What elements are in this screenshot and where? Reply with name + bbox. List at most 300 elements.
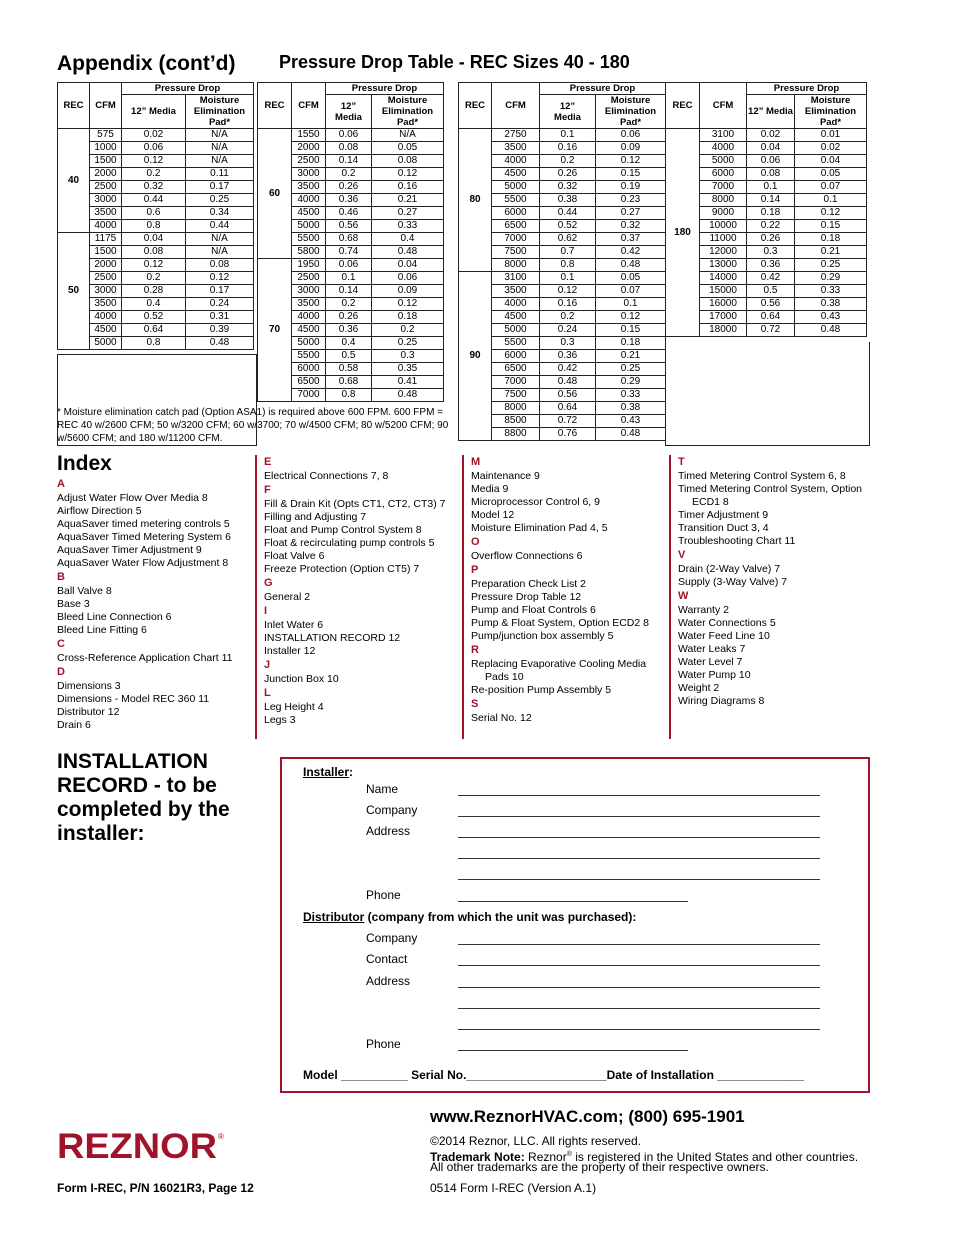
table-cell: 15000 xyxy=(700,285,747,298)
index-entry[interactable]: Base 3 xyxy=(57,598,90,610)
table-cell: 0.64 xyxy=(540,402,596,415)
table-cell: 5800 xyxy=(292,246,326,259)
table-cell: 0.2 xyxy=(122,168,186,181)
table-cell: 2000 xyxy=(90,259,122,272)
installer-address-field[interactable] xyxy=(458,837,820,838)
index-entry[interactable]: Float & recirculating pump controls 5 xyxy=(264,537,435,549)
table-cell: 0.14 xyxy=(326,285,372,298)
table-cell: 0.1 xyxy=(747,181,795,194)
index-entry[interactable]: Float and Pump Control System 8 xyxy=(264,524,422,536)
header-media: 12” Media xyxy=(747,95,795,129)
table-cell: N/A xyxy=(186,155,254,168)
index-letter: J xyxy=(264,659,271,671)
header-elimination-pad: Moisture Elimination Pad* xyxy=(372,95,444,129)
table-cell: 0.12 xyxy=(372,168,444,181)
table-cell: 0.23 xyxy=(596,194,666,207)
table-cell: 0.72 xyxy=(540,415,596,428)
table-cell: 0.8 xyxy=(540,259,596,272)
table-cell: 0.48 xyxy=(596,428,666,441)
table-cell: 0.17 xyxy=(186,285,254,298)
index-entry[interactable]: AquaSaver Water Flow Adjustment 8 xyxy=(57,557,229,569)
index-entry[interactable]: Distributor 12 xyxy=(57,706,120,718)
logo-wordmark: REZNOR xyxy=(57,1129,217,1163)
index-entry[interactable]: Re-position Pump Assembly 5 xyxy=(471,684,612,696)
distributor-address-field[interactable] xyxy=(458,1029,820,1030)
index-entry[interactable]: Preparation Check List 2 xyxy=(471,578,586,590)
table-cell: 0.29 xyxy=(596,376,666,389)
distributor-phone-label: Phone xyxy=(366,1037,401,1051)
table-cell: 0.48 xyxy=(596,259,666,272)
table-cell: 3500 xyxy=(492,142,540,155)
distributor-contact-field[interactable] xyxy=(458,965,820,966)
table-cell: 2000 xyxy=(292,142,326,155)
distributor-address-label: Address xyxy=(366,974,411,988)
index-letter: T xyxy=(678,456,685,468)
table-cell: 0.12 xyxy=(795,207,867,220)
table-row xyxy=(258,129,444,142)
table-cell: 0.33 xyxy=(596,389,666,402)
rec-size-cell: 80 xyxy=(459,129,492,272)
table-cell: 0.04 xyxy=(122,233,186,246)
table-cell: 575 xyxy=(90,129,122,142)
table-row xyxy=(459,129,666,142)
table-cell: 2500 xyxy=(90,272,122,285)
pressure-drop-column-0 xyxy=(57,82,254,350)
table-cell: 0.21 xyxy=(596,350,666,363)
distributor-contact-label: Contact xyxy=(366,952,408,966)
table-cell: 3000 xyxy=(90,285,122,298)
distributor-company-label: Company xyxy=(366,931,418,945)
table-cell: 0.44 xyxy=(122,194,186,207)
table-cell: 0.25 xyxy=(372,337,444,350)
table-cell: 0.2 xyxy=(122,272,186,285)
installer-address-label: Address xyxy=(366,824,411,838)
table-cell: 7500 xyxy=(492,246,540,259)
header-pressure-drop: Pressure Drop xyxy=(122,83,254,95)
header-media: 12” Media xyxy=(326,95,372,129)
table-cell: 1500 xyxy=(90,155,122,168)
distributor-address-field[interactable] xyxy=(458,987,820,988)
table-cell: 0.44 xyxy=(186,220,254,233)
table-cell: 0.48 xyxy=(795,324,867,337)
header-media: 12” Media xyxy=(540,95,596,129)
table-cell: 0.19 xyxy=(596,181,666,194)
index-column-1 xyxy=(264,455,445,727)
trademark-note-line2: All other trademarks are the property of their respective owners. xyxy=(430,1160,769,1174)
table-cell: 0.06 xyxy=(326,129,372,142)
table-cell: 4500 xyxy=(492,168,540,181)
table-cell: 3500 xyxy=(492,285,540,298)
table-cell: 0.24 xyxy=(186,298,254,311)
table-cell: 0.56 xyxy=(326,220,372,233)
index-letter: M xyxy=(471,456,481,468)
table-cell: 3500 xyxy=(90,298,122,311)
index-entry[interactable]: Filling and Adjusting 7 xyxy=(264,511,367,523)
table-cell: 1550 xyxy=(292,129,326,142)
index-entry[interactable]: Pads 10 xyxy=(485,671,524,683)
table-cell: 0.18 xyxy=(372,311,444,324)
index-entry[interactable]: Airflow Direction 5 xyxy=(57,505,142,517)
table-cell: 0.8 xyxy=(122,337,186,350)
index-entry[interactable]: Transition Duct 3, 4 xyxy=(678,522,769,534)
index-entry[interactable]: AquaSaver Timer Adjustment 9 xyxy=(57,544,202,556)
pressure-drop-column-2 xyxy=(458,82,666,441)
header-pressure-drop: Pressure Drop xyxy=(540,83,666,95)
table-cell: 0.22 xyxy=(747,220,795,233)
index-entry[interactable]: Water Leaks 7 xyxy=(678,643,746,655)
table-cell: 12000 xyxy=(700,246,747,259)
table-cell: 0.09 xyxy=(596,142,666,155)
table-cell: 0.12 xyxy=(596,155,666,168)
table-cell: 0.12 xyxy=(186,272,254,285)
header-rec: REC xyxy=(459,83,492,129)
installer-address-field[interactable] xyxy=(458,879,820,880)
index-entry[interactable]: General 2 xyxy=(264,591,311,603)
table-cell: 4000 xyxy=(492,155,540,168)
table-cell: 4000 xyxy=(292,194,326,207)
index-entry[interactable]: Wiring Diagrams 8 xyxy=(678,695,765,707)
rec-size-cell: 180 xyxy=(666,129,700,337)
table-cell: 7000 xyxy=(700,181,747,194)
table-cell: 0.31 xyxy=(186,311,254,324)
table-cell: 0.52 xyxy=(122,311,186,324)
rec-size-cell: 50 xyxy=(58,233,90,350)
table-cell: N/A xyxy=(186,233,254,246)
table-cell: 0.32 xyxy=(540,181,596,194)
table-cell: 0.06 xyxy=(326,259,372,272)
table-cell: 0.48 xyxy=(372,389,444,402)
table-cell: 0.26 xyxy=(326,311,372,324)
table-row xyxy=(258,259,444,272)
index-column-0 xyxy=(57,477,232,732)
table-cell: 0.21 xyxy=(795,246,867,259)
index-entry[interactable]: Bleed Line Fitting 6 xyxy=(57,624,147,636)
table-cell: N/A xyxy=(186,142,254,155)
table-cell: 1000 xyxy=(90,142,122,155)
installer-phone-field[interactable] xyxy=(458,901,688,902)
index-entry[interactable]: Pressure Drop Table 12 xyxy=(471,591,582,603)
index-entry[interactable]: Troubleshooting Chart 11 xyxy=(678,535,796,547)
installer-company-label: Company xyxy=(366,803,418,817)
index-entry[interactable]: Maintenance 9 xyxy=(471,470,540,482)
table-cell: 0.34 xyxy=(186,207,254,220)
table-cell: 3000 xyxy=(90,194,122,207)
table-cell: 4000 xyxy=(292,311,326,324)
table-cell: 3000 xyxy=(292,285,326,298)
index-divider xyxy=(255,455,257,739)
index-entry[interactable]: Installer 12 xyxy=(264,645,316,657)
index-entry[interactable]: Serial No. 12 xyxy=(471,712,532,724)
table-cell: 5500 xyxy=(292,233,326,246)
table-cell: 0.36 xyxy=(540,350,596,363)
index-entry[interactable]: Electrical Connections 7, 8 xyxy=(264,470,389,482)
index-entry[interactable]: Water Level 7 xyxy=(678,656,743,668)
table-cell: 0.4 xyxy=(122,298,186,311)
index-entry[interactable]: Adjust Water Flow Over Media 8 xyxy=(57,492,208,504)
index-entry[interactable]: Weight 2 xyxy=(678,682,720,694)
table-cell: 5000 xyxy=(492,181,540,194)
table-cell: 0.18 xyxy=(596,337,666,350)
appendix-title: Appendix (cont’d) xyxy=(57,52,236,75)
table-cell: 3100 xyxy=(700,129,747,142)
table-cell: 3500 xyxy=(90,207,122,220)
table-cell: 0.28 xyxy=(122,285,186,298)
table-cell: 0.2 xyxy=(540,155,596,168)
table-cell: 0.24 xyxy=(540,324,596,337)
installer-company-field[interactable] xyxy=(458,816,820,817)
copyright: ©2014 Reznor, LLC. All rights reserved. xyxy=(430,1134,641,1148)
form-page-number: Form I-REC, P/N 16021R3, Page 12 xyxy=(57,1181,254,1195)
index-letter: O xyxy=(471,536,480,548)
table-cell: 10000 xyxy=(700,220,747,233)
reznor-logo xyxy=(57,1129,225,1168)
table-cell: 0.15 xyxy=(596,324,666,337)
header-cfm: CFM xyxy=(700,83,747,129)
table-cell: 0.21 xyxy=(372,194,444,207)
table-cell: 9000 xyxy=(700,207,747,220)
index-entry[interactable]: Junction Box 10 xyxy=(264,673,339,685)
table-cell: 2750 xyxy=(492,129,540,142)
index-entry[interactable]: Pump and Float Controls 6 xyxy=(471,604,596,616)
table-cell: 0.35 xyxy=(372,363,444,376)
distributor-address-field[interactable] xyxy=(458,1008,820,1009)
index-entry[interactable]: Warranty 2 xyxy=(678,604,729,616)
table-cell: 0.04 xyxy=(795,155,867,168)
index-entry[interactable]: Pump/junction box assembly 5 xyxy=(471,630,614,642)
table-cell: 3500 xyxy=(292,181,326,194)
installer-address-field[interactable] xyxy=(458,858,820,859)
header-rec: REC xyxy=(666,83,700,129)
table-row xyxy=(58,129,254,142)
index-entry[interactable]: Ball Valve 8 xyxy=(57,585,112,597)
distributor-heading: Distributor (company from which the unit was purchased): xyxy=(303,910,637,924)
table-cell: 0.1 xyxy=(540,272,596,285)
table-cell: 0.32 xyxy=(122,181,186,194)
table-cell: 0.36 xyxy=(326,324,372,337)
index-letter: D xyxy=(57,666,65,678)
table-cell: 0.17 xyxy=(186,181,254,194)
table-cell: 17000 xyxy=(700,311,747,324)
index-entry[interactable]: Cross-Reference Application Chart 11 xyxy=(57,652,233,664)
index-title: Index xyxy=(57,452,112,475)
table-cell: 5500 xyxy=(292,350,326,363)
table-cell: 0.08 xyxy=(326,142,372,155)
table-cell: 0.12 xyxy=(372,298,444,311)
index-entry[interactable]: Drain 6 xyxy=(57,719,91,731)
index-letter: R xyxy=(471,644,479,656)
table-cell: 0.12 xyxy=(540,285,596,298)
table-cell: 0.1 xyxy=(326,272,372,285)
table-cell: 0.44 xyxy=(540,207,596,220)
table-cell: 0.08 xyxy=(747,168,795,181)
table-cell: 0.64 xyxy=(122,324,186,337)
table-cell: 0.26 xyxy=(747,233,795,246)
header-cfm: CFM xyxy=(492,83,540,129)
index-entry[interactable]: Moisture Elimination Pad 4, 5 xyxy=(471,522,608,534)
table-cell: 0.04 xyxy=(372,259,444,272)
index-entry[interactable]: Drain (2-Way Valve) 7 xyxy=(678,563,781,575)
index-entry[interactable]: AquaSaver timed metering controls 5 xyxy=(57,518,230,530)
table-cell: 0.14 xyxy=(326,155,372,168)
installation-record-title: INSTALLATION RECORD - to be completed by the installer: xyxy=(57,750,230,845)
table-cell: 0.3 xyxy=(747,246,795,259)
installer-name-field[interactable] xyxy=(458,795,820,796)
index-divider xyxy=(462,455,464,739)
rec-size-cell: 40 xyxy=(58,129,90,233)
index-entry[interactable]: Timed Metering Control System 6, 8 xyxy=(678,470,846,482)
logo-registered-mark: ® xyxy=(218,1132,224,1141)
table-cell: 0.74 xyxy=(326,246,372,259)
index-entry[interactable]: Inlet Water 6 xyxy=(264,619,324,631)
header-cfm: CFM xyxy=(292,83,326,129)
table-cell: 0.02 xyxy=(122,129,186,142)
index-entry[interactable]: INSTALLATION RECORD 12 xyxy=(264,632,401,644)
index-entry[interactable]: Water Pump 10 xyxy=(678,669,751,681)
table-cell: 8800 xyxy=(492,428,540,441)
header-media: 12” Media xyxy=(122,95,186,129)
table-cell: 14000 xyxy=(700,272,747,285)
table-cell: 0.2 xyxy=(540,311,596,324)
table-cell: 0.5 xyxy=(326,350,372,363)
table-cell: 0.27 xyxy=(596,207,666,220)
table-row xyxy=(58,233,254,246)
index-letter: C xyxy=(57,638,65,650)
index-entry[interactable]: Media 9 xyxy=(471,483,509,495)
index-entry[interactable]: Timed Metering Control System, Option xyxy=(678,483,863,495)
table-cell: 0.56 xyxy=(540,389,596,402)
table-cell: 0.6 xyxy=(122,207,186,220)
index-entry[interactable]: Model 12 xyxy=(471,509,515,521)
index-entry[interactable]: Pump & Float System, Option ECD2 8 xyxy=(471,617,649,629)
index-entry[interactable]: ECD1 8 xyxy=(692,496,729,508)
table-cell: 5000 xyxy=(292,220,326,233)
table-cell: 2000 xyxy=(90,168,122,181)
table-cell: 8500 xyxy=(492,415,540,428)
table-cell: 0.26 xyxy=(540,168,596,181)
index-entry[interactable]: Leg Height 4 xyxy=(264,701,324,713)
table-cell: 0.02 xyxy=(795,142,867,155)
header-elimination-pad: Moisture Elimination Pad* xyxy=(186,95,254,129)
installer-name-label: Name xyxy=(366,782,399,796)
table-cell: 5000 xyxy=(90,337,122,350)
table-cell: 4500 xyxy=(90,324,122,337)
index-entry[interactable]: Timer Adjustment 9 xyxy=(678,509,769,521)
index-entry[interactable]: Float Valve 6 xyxy=(264,550,325,562)
table-cell: 0.62 xyxy=(540,233,596,246)
installer-heading: Installer: xyxy=(303,765,354,779)
table-cell: 0.38 xyxy=(540,194,596,207)
table-cell: 0.8 xyxy=(122,220,186,233)
table-cell: 0.07 xyxy=(795,181,867,194)
table-cell: 4000 xyxy=(492,298,540,311)
rec-size-cell: 70 xyxy=(258,259,292,402)
table-cell: 8000 xyxy=(700,194,747,207)
table-cell: 0.05 xyxy=(795,168,867,181)
index-entry[interactable]: Supply (3-Way Valve) 7 xyxy=(678,576,788,588)
table-cell: 0.42 xyxy=(747,272,795,285)
table-cell: 0.07 xyxy=(596,285,666,298)
index-letter: W xyxy=(678,590,689,602)
table-cell: 16000 xyxy=(700,298,747,311)
index-entry[interactable]: Dimensions - Model REC 360 11 xyxy=(57,693,210,705)
index-entry[interactable]: Overflow Connections 6 xyxy=(471,550,583,562)
table-cell: 0.33 xyxy=(795,285,867,298)
distributor-company-field[interactable] xyxy=(458,944,820,945)
index-entry[interactable]: Water Feed Line 10 xyxy=(678,630,770,642)
header-elimination-pad: Moisture Elimination Pad* xyxy=(596,95,666,129)
table-cell: 0.02 xyxy=(747,129,795,142)
index-entry[interactable]: Replacing Evaporative Cooling Media xyxy=(471,658,647,670)
table-cell: 0.43 xyxy=(795,311,867,324)
index-entry[interactable]: Dimensions 3 xyxy=(57,680,121,692)
table-cell: 0.52 xyxy=(540,220,596,233)
table-cell: 0.56 xyxy=(747,298,795,311)
index-entry[interactable]: AquaSaver Timed Metering System 6 xyxy=(57,531,231,543)
header-rec: REC xyxy=(58,83,90,129)
table-cell: 0.25 xyxy=(795,259,867,272)
index-entry[interactable]: Fill & Drain Kit (Opts CT1, CT2, CT3) 7 xyxy=(264,498,446,510)
index-entry[interactable]: Bleed Line Connection 6 xyxy=(57,611,172,623)
header-rec: REC xyxy=(258,83,292,129)
table-cell: 5500 xyxy=(492,337,540,350)
index-entry[interactable]: Freeze Protection (Option CT5) 7 xyxy=(264,563,420,575)
table-cell: 7000 xyxy=(492,233,540,246)
table-cell: 0.18 xyxy=(747,207,795,220)
table-cell: 4500 xyxy=(292,324,326,337)
table-cell: 6000 xyxy=(292,363,326,376)
table-cell: 0.16 xyxy=(540,142,596,155)
table-cell: 0.76 xyxy=(540,428,596,441)
index-letter: S xyxy=(471,698,479,710)
table-cell: 5000 xyxy=(700,155,747,168)
table-cell: 0.06 xyxy=(122,142,186,155)
table-blank-area xyxy=(665,342,870,446)
table-cell: 1950 xyxy=(292,259,326,272)
table-cell: 0.27 xyxy=(372,207,444,220)
header-pressure-drop: Pressure Drop xyxy=(747,83,867,95)
table-cell: 18000 xyxy=(700,324,747,337)
table-cell: 0.16 xyxy=(540,298,596,311)
table-cell: 0.08 xyxy=(122,246,186,259)
table-cell: 4500 xyxy=(492,311,540,324)
table-cell: 0.8 xyxy=(326,389,372,402)
table-row xyxy=(459,272,666,285)
table-cell: 0.08 xyxy=(372,155,444,168)
table-cell: 0.36 xyxy=(326,194,372,207)
table-cell: 6000 xyxy=(492,207,540,220)
table-cell: 0.68 xyxy=(326,376,372,389)
index-column-3 xyxy=(678,455,862,708)
table-cell: N/A xyxy=(372,129,444,142)
table-cell: 0.64 xyxy=(747,311,795,324)
table-cell: 5000 xyxy=(292,337,326,350)
table-cell: 4500 xyxy=(292,207,326,220)
table-cell: 13000 xyxy=(700,259,747,272)
distributor-phone-field[interactable] xyxy=(458,1050,688,1051)
form-version: 0514 Form I-REC (Version A.1) xyxy=(430,1181,597,1195)
table-cell: 0.42 xyxy=(540,363,596,376)
index-column-2 xyxy=(471,455,649,725)
rec-size-cell: 90 xyxy=(459,272,492,441)
table-cell: 0.33 xyxy=(372,220,444,233)
index-entry[interactable]: Legs 3 xyxy=(264,714,296,726)
index-entry[interactable]: Water Connections 5 xyxy=(678,617,776,629)
index-entry[interactable]: Microprocessor Control 6, 9 xyxy=(471,496,600,508)
table-cell: 0.3 xyxy=(372,350,444,363)
table-cell: 0.12 xyxy=(122,155,186,168)
table-cell: 0.04 xyxy=(747,142,795,155)
table-cell: 0.1 xyxy=(540,129,596,142)
